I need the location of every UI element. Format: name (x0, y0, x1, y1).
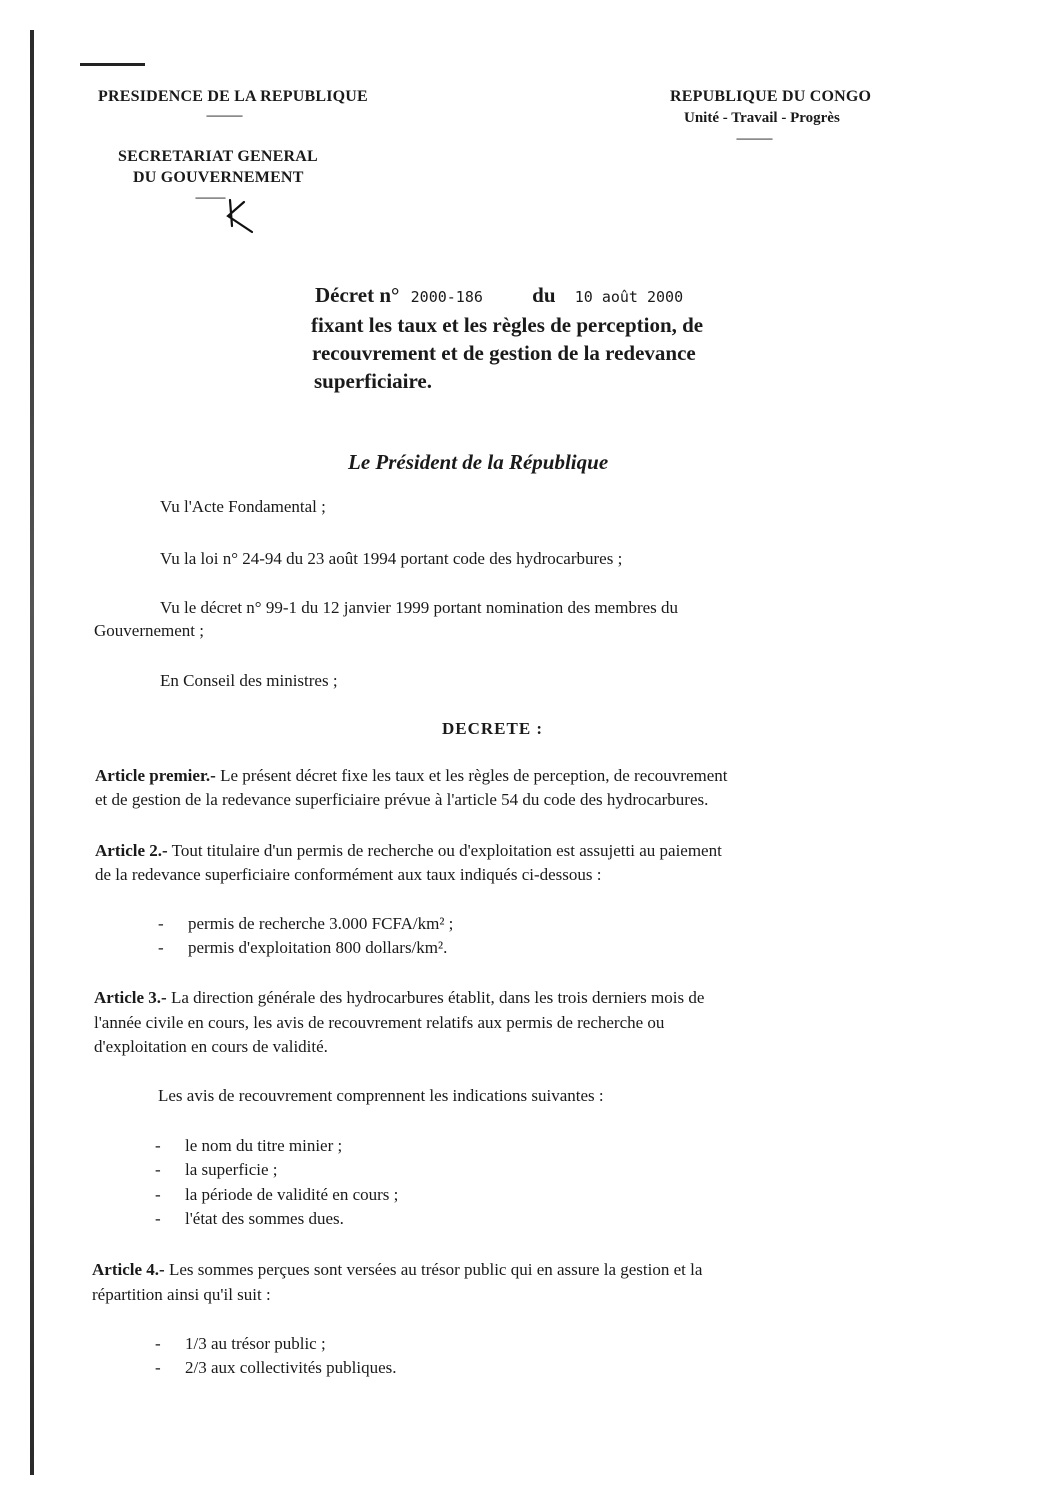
article2-line2: de la redevance superficiaire conformément aux taux indiqués ci-dessous : (95, 865, 602, 884)
article4-line1 (92, 1260, 702, 1280)
visa-loi: Vu la loi n° 24-94 du 23 août 1994 portant code des hydrocarbures ; (160, 549, 623, 568)
republique-heading: REPUBLIQUE DU CONGO (670, 88, 872, 105)
decret-title-line1 (315, 283, 683, 308)
article2-label: Article 2.- (95, 841, 168, 860)
president-heading: Le Président de la République (348, 450, 609, 474)
list-item (155, 1334, 326, 1354)
bullet-dash: - (155, 1209, 161, 1228)
list-item-text: permis de recherche 3.000 FCFA/km² ; (188, 914, 454, 933)
article4-text-line1: Les sommes perçues sont versées au trésor public qui en assure la gestion et la (168, 1260, 703, 1279)
article2-text-line1: Tout titulaire d'un permis de recherche ou d'exploitation est assujetti au paiement (171, 841, 722, 860)
list-item (158, 938, 447, 958)
article4-line2: répartition ainsi qu'il suit : (92, 1285, 271, 1304)
decrete-heading: DECRETE : (442, 719, 544, 738)
list-item-text: la superficie ; (185, 1160, 278, 1179)
list-item-text: permis d'exploitation 800 dollars/km². (188, 938, 448, 957)
decret-title-line4: superficiaire. (314, 369, 433, 393)
article3-text-line1: La direction générale des hydrocarbures établit, dans les trois derniers mois de (170, 988, 705, 1007)
article1-line1 (95, 766, 728, 786)
bullet-dash: - (155, 1358, 161, 1377)
article4-label: Article 4.- (92, 1260, 165, 1279)
article3-intro: Les avis de recouvrement comprennent les indications suivantes : (158, 1086, 604, 1105)
visa-decret-line1: Vu le décret n° 99-1 du 12 janvier 1999 portant nomination des membres du (160, 598, 679, 617)
list-item-text: 1/3 au trésor public ; (185, 1334, 326, 1353)
secretariat-dashes: ---------- (195, 190, 225, 204)
bullet-dash: - (155, 1160, 161, 1179)
article1-label: Article premier.- (95, 766, 216, 785)
list-item-text: 2/3 aux collectivités publiques. (185, 1358, 397, 1377)
bullet-dash: - (155, 1136, 161, 1155)
secretariat-heading-line2: DU GOUVERNEMENT (133, 169, 304, 186)
bullet-dash: - (158, 938, 164, 957)
visa-conseil: En Conseil des ministres ; (160, 671, 338, 690)
du-label: du (532, 283, 556, 307)
scan-top-mark (80, 63, 145, 66)
presidence-dashes: ------------ (206, 108, 242, 122)
article3-label: Article 3.- (94, 988, 167, 1007)
list-item (155, 1136, 342, 1156)
bullet-dash: - (155, 1334, 161, 1353)
article3-line2: l'année civile en cours, les avis de recouvrement relatifs aux permis de recherche ou (94, 1013, 665, 1032)
list-item (155, 1358, 397, 1378)
handwritten-mark (222, 196, 258, 236)
decret-title-line3: recouvrement et de gestion de la redevance (312, 341, 696, 365)
decret-title-line2: fixant les taux et les règles de perception, de (311, 313, 704, 337)
bullet-dash: - (155, 1185, 161, 1204)
republique-dashes: ------------ (736, 131, 772, 145)
list-item (155, 1185, 398, 1205)
list-item-text: la période de validité en cours ; (185, 1185, 399, 1204)
visa-decret-line2: Gouvernement ; (94, 621, 204, 640)
visa-acte-fondamental: Vu l'Acte Fondamental ; (160, 497, 326, 516)
article3-line3: d'exploitation en cours de validité. (94, 1037, 328, 1056)
list-item (155, 1209, 344, 1229)
decret-date: 10 août 2000 (574, 288, 684, 306)
scan-edge-line (30, 30, 34, 1475)
presidence-heading: PRESIDENCE DE LA REPUBLIQUE (98, 88, 368, 105)
article2-line1 (95, 841, 722, 861)
decret-number: 2000-186 (410, 288, 483, 306)
republique-motto: Unité - Travail - Progrès (684, 110, 840, 126)
article1-line2: et de gestion de la redevance superficiaire prévue à l'article 54 du code des hydrocarbures. (95, 790, 709, 809)
article3-line1 (94, 988, 704, 1008)
list-item-text: le nom du titre minier ; (185, 1136, 343, 1155)
list-item (158, 914, 453, 934)
decret-label: Décret n° (315, 283, 400, 307)
article1-text-line1: Le présent décret fixe les taux et les règles de perception, de recouvrement (220, 766, 728, 785)
secretariat-heading-line1: SECRETARIAT GENERAL (118, 148, 318, 165)
list-item (155, 1160, 278, 1180)
bullet-dash: - (158, 914, 164, 933)
list-item-text: l'état des sommes dues. (185, 1209, 344, 1228)
